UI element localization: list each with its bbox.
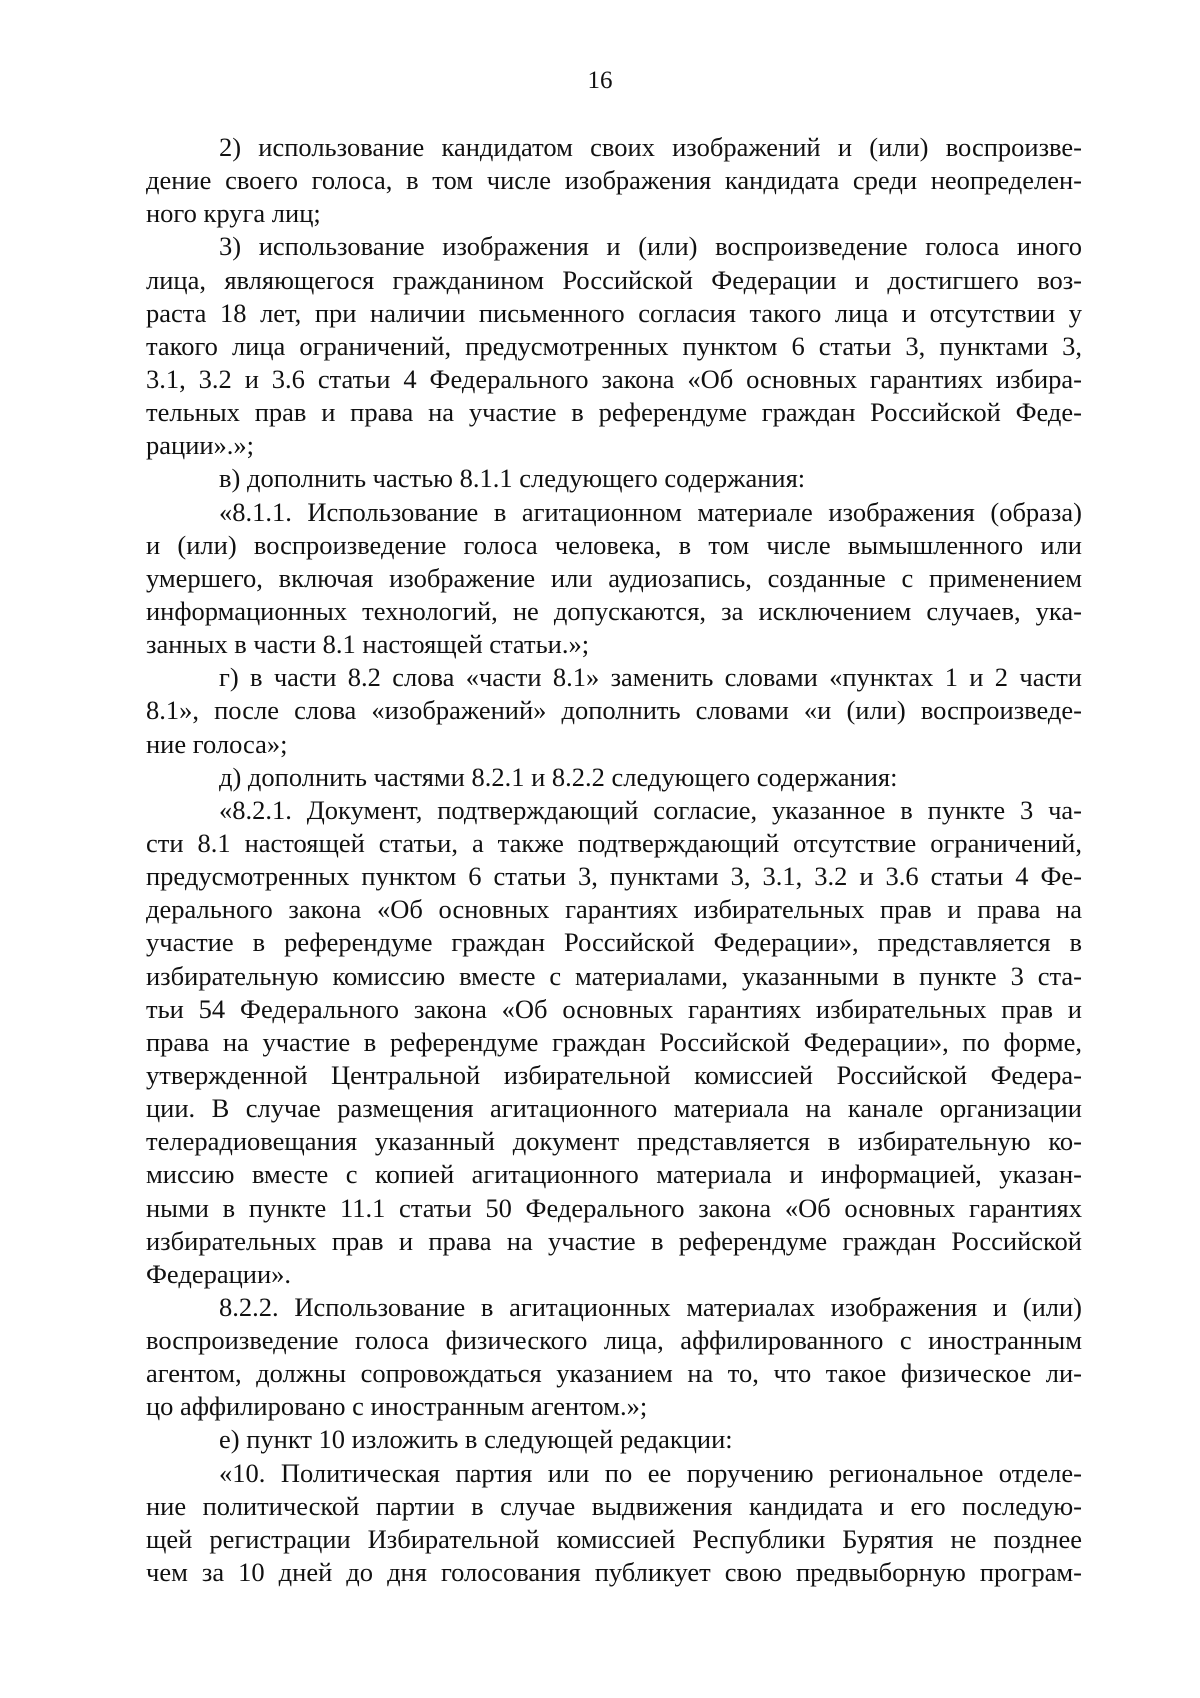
text-line: воспроизведение голоса физического лица, аффилированного с иностранным <box>146 1325 1082 1356</box>
text-line: раста 18 лет, при наличии письменного согласия такого лица и отсутствии у <box>146 297 1082 328</box>
text-line: ного круга лиц; <box>146 198 321 229</box>
text-line: «8.1.1. Использование в агитационном материале изображения (образа) <box>219 496 1082 527</box>
text-line: 2) использование кандидатом своих изображений и (или) воспроизве- <box>219 132 1082 162</box>
text-line: Федерации». <box>146 1258 292 1289</box>
text-line: 8.2.2. Использование в агитационных материалах изображения и (или) <box>219 1291 1082 1322</box>
text-line: щей регистрации Избирательной комиссией Республики Бурятия не позднее <box>146 1523 1082 1554</box>
text-line: участие в референдуме граждан Российской Федерации», представляется в <box>146 927 1082 958</box>
text-line: миссию вместе с копией агитационного материала и информацией, указан- <box>146 1159 1082 1190</box>
text-line: «10. Политическая партия или по ее поручению региональное отделе- <box>219 1457 1082 1488</box>
page-number: 16 <box>587 67 613 94</box>
text-line: 8.1», после слова «изображений» дополнить словами «и (или) воспроизведе- <box>146 695 1082 726</box>
text-line: права на участие в референдуме граждан Российской Федерации», по форме, <box>146 1026 1082 1057</box>
text-line: тьи 54 Федерального закона «Об основных гарантиях избирательных прав и <box>146 993 1082 1024</box>
text-line: е) пункт 10 изложить в следующей редакции: <box>219 1424 733 1455</box>
document-body <box>146 131 1082 1589</box>
text-line: цо аффилировано с иностранным агентом.»; <box>146 1391 648 1422</box>
text-line: тельных прав и права на участие в референдуме граждан Российской Феде- <box>146 397 1082 428</box>
text-line: телерадиовещания указанный документ представляется в избирательную ко- <box>146 1126 1082 1157</box>
text-line: утвержденной Центральной избирательной комиссией Российской Федера- <box>146 1059 1082 1090</box>
text-line: занных в части 8.1 настоящей статьи.»; <box>146 629 590 660</box>
text-line: избирательную комиссию вместе с материалами, указанными в пункте 3 ста- <box>146 960 1082 991</box>
text-line: ние голоса»; <box>146 728 288 759</box>
text-line: 3.1, 3.2 и 3.6 статьи 4 Федерального закона «Об основных гарантиях избира- <box>146 363 1082 394</box>
text-line: ными в пункте 11.1 статьи 50 Федерального закона «Об основных гарантиях <box>146 1192 1082 1223</box>
text-line: г) в части 8.2 слова «части 8.1» заменить словами «пунктах 1 и 2 части <box>219 662 1082 693</box>
text-line: рации».»; <box>146 430 255 461</box>
text-line: «8.2.1. Документ, подтверждающий согласие, указанное в пункте 3 ча- <box>219 794 1082 825</box>
text-line: такого лица ограничений, предусмотренных пунктом 6 статьи 3, пунктами 3, <box>146 330 1082 361</box>
text-line: ции. В случае размещения агитационного материала на канале организации <box>146 1093 1082 1124</box>
text-line: предусмотренных пунктом 6 статьи 3, пунктами 3, 3.1, 3.2 и 3.6 статьи 4 Фе- <box>146 861 1082 892</box>
text-line: в) дополнить частью 8.1.1 следующего содержания: <box>219 463 806 494</box>
text-line: ние политической партии в случае выдвижения кандидата и его последую- <box>146 1490 1082 1521</box>
text-line: информационных технологий, не допускаются, за исключением случаев, ука- <box>146 595 1082 626</box>
text-line: дение своего голоса, в том числе изображения кандидата среди неопределен- <box>146 165 1082 196</box>
text-line: лица, являющегося гражданином Российской Федерации и достигшего воз- <box>146 264 1082 295</box>
text-line: и (или) воспроизведение голоса человека, в том числе вымышленного или <box>146 529 1082 560</box>
text-line: избирательных прав и права на участие в референдуме граждан Российской <box>146 1225 1082 1256</box>
text-line: 3) использование изображения и (или) воспроизведение голоса иного <box>219 231 1082 262</box>
text-line: умершего, включая изображение или аудиозапись, созданные с применением <box>146 562 1082 593</box>
text-line: дерального закона «Об основных гарантиях избирательных прав и права на <box>146 894 1082 925</box>
text-line: чем за 10 дней до дня голосования публикует свою предвыборную програм- <box>146 1557 1082 1588</box>
text-line: агентом, должны сопровождаться указанием на то, что такое физическое ли- <box>146 1358 1082 1389</box>
text-line: д) дополнить частями 8.2.1 и 8.2.2 следующего содержания: <box>219 761 898 792</box>
text-line: сти 8.1 настоящей статьи, а также подтверждающий отсутствие ограничений, <box>146 827 1082 858</box>
